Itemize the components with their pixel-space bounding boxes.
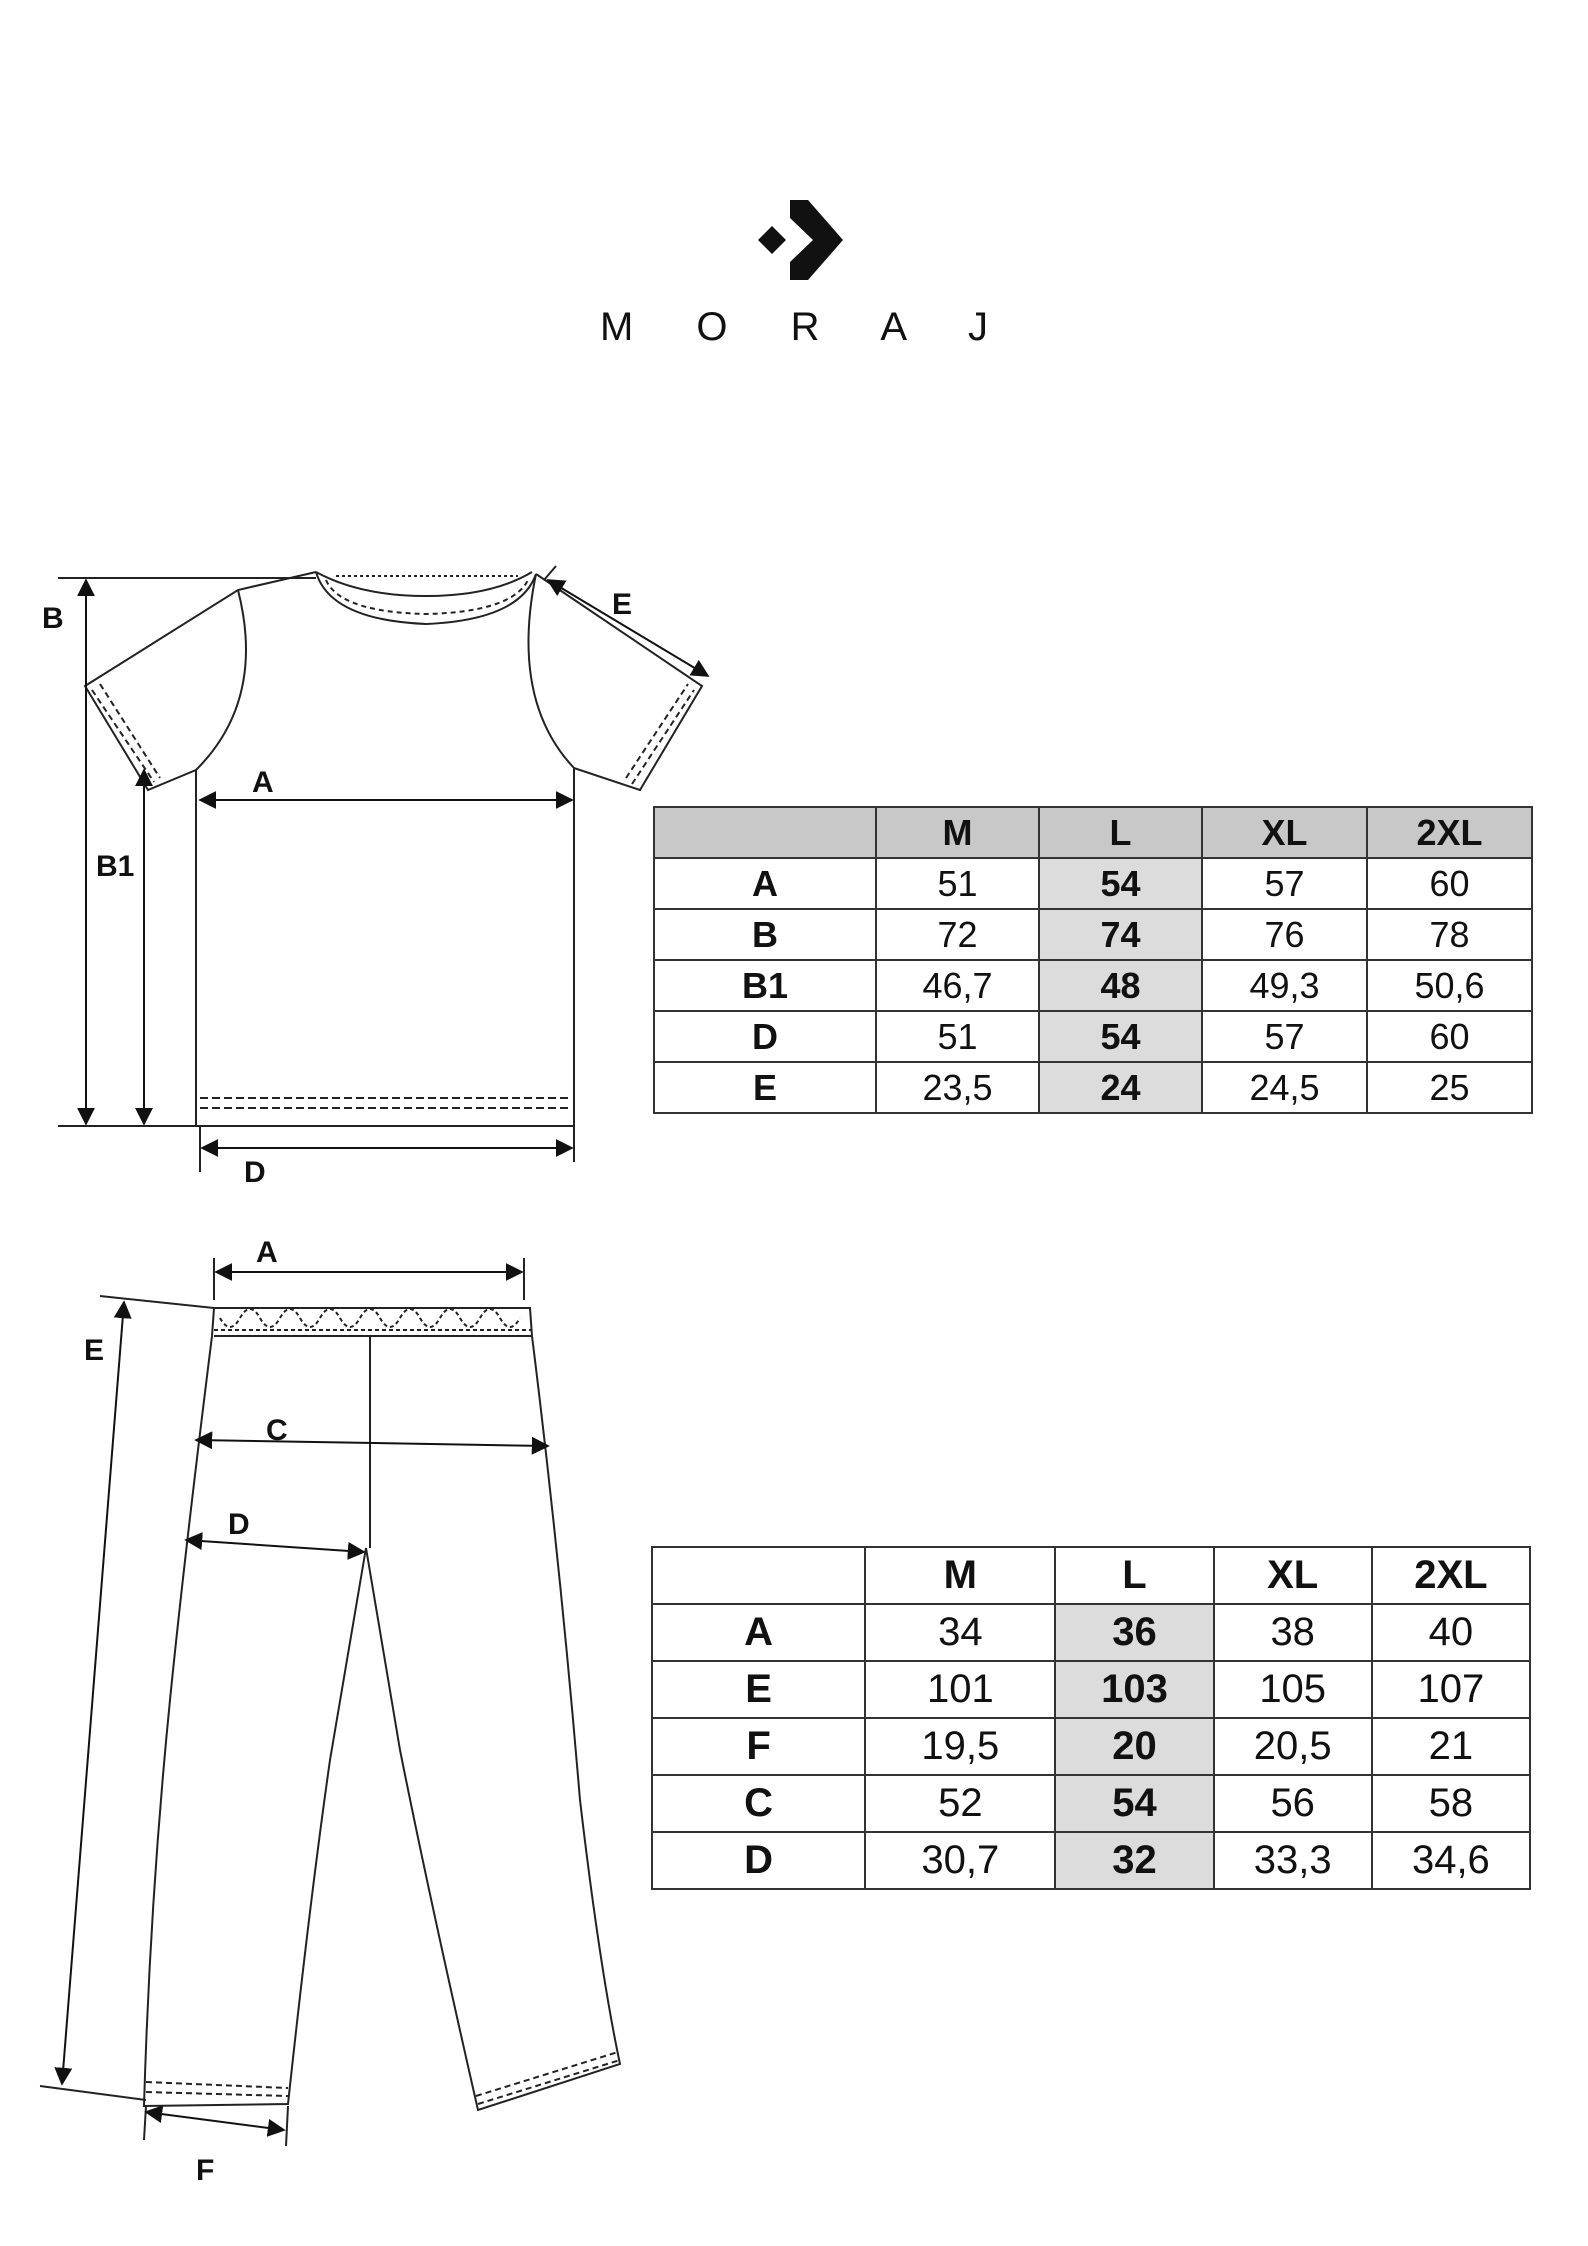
table-cell: 34,6 <box>1372 1832 1530 1889</box>
table-cell: 76 <box>1202 909 1367 960</box>
table-row <box>654 858 1532 909</box>
table-cell: 51 <box>876 1011 1039 1062</box>
table-cell: 21 <box>1372 1718 1530 1775</box>
table-row <box>652 1661 1530 1718</box>
table-cell-highlight: 20 <box>1055 1718 1213 1775</box>
table-cell: 19,5 <box>865 1718 1055 1775</box>
table-cell: 105 <box>1214 1661 1372 1718</box>
table-cell: 20,5 <box>1214 1718 1372 1775</box>
table-cell: 72 <box>876 909 1039 960</box>
brand-name: M O R A J <box>599 305 1015 349</box>
pants-dim-C-line <box>196 1440 548 1446</box>
table-cell-highlight: 32 <box>1055 1832 1213 1889</box>
table-header-row <box>652 1547 1530 1604</box>
table-cell-highlight: 24 <box>1039 1062 1202 1113</box>
row-label: E <box>652 1661 865 1718</box>
size-header: M <box>876 807 1039 858</box>
size-header: L <box>1055 1547 1213 1604</box>
row-label: D <box>652 1832 865 1889</box>
table-cell: 30,7 <box>865 1832 1055 1889</box>
label-B1: B1 <box>96 850 135 883</box>
table-cell: 38 <box>1214 1604 1372 1661</box>
table-cell: 107 <box>1372 1661 1530 1718</box>
size-header: 2XL <box>1367 807 1532 858</box>
size-header: M <box>865 1547 1055 1604</box>
table-cell: 60 <box>1367 1011 1532 1062</box>
table-cell: 57 <box>1202 858 1367 909</box>
table-cell: 46,7 <box>876 960 1039 1011</box>
pants-dim-D-line <box>186 1540 364 1552</box>
row-label: C <box>652 1775 865 1832</box>
pants-dim-E-line <box>62 1302 124 2084</box>
pants-dim-F-line <box>146 2112 284 2130</box>
row-label: B1 <box>654 960 876 1011</box>
pants-label-A: A <box>256 1236 278 1269</box>
table-cell: 52 <box>865 1775 1055 1832</box>
size-header: XL <box>1214 1547 1372 1604</box>
table-cell: 50,6 <box>1367 960 1532 1011</box>
table-cell-highlight: 54 <box>1039 858 1202 909</box>
table-row <box>652 1604 1530 1661</box>
table-cell: 33,3 <box>1214 1832 1372 1889</box>
table-cell-highlight: 103 <box>1055 1661 1213 1718</box>
pants-diagram <box>40 1258 620 2146</box>
table-row <box>652 1832 1530 1889</box>
table-row <box>654 1011 1532 1062</box>
table-cell: 78 <box>1367 909 1532 960</box>
table-cell-highlight: 54 <box>1039 1011 1202 1062</box>
table-corner <box>652 1547 865 1604</box>
table-cell: 101 <box>865 1661 1055 1718</box>
table-cell: 40 <box>1372 1604 1530 1661</box>
row-label: A <box>654 858 876 909</box>
table-header-row <box>654 807 1532 858</box>
table-cell: 24,5 <box>1202 1062 1367 1113</box>
row-label: E <box>654 1062 876 1113</box>
label-A: A <box>252 766 274 799</box>
pants-label-C: C <box>266 1414 288 1447</box>
table-cell-highlight: 48 <box>1039 960 1202 1011</box>
table-cell: 56 <box>1214 1775 1372 1832</box>
label-B: B <box>42 602 64 635</box>
row-label: B <box>654 909 876 960</box>
table-row <box>654 909 1532 960</box>
shirt-size-table <box>653 806 1533 1114</box>
table-cell: 25 <box>1367 1062 1532 1113</box>
pants-size-table <box>651 1546 1531 1890</box>
table-row <box>652 1718 1530 1775</box>
table-corner <box>654 807 876 858</box>
row-label: D <box>654 1011 876 1062</box>
table-row <box>652 1775 1530 1832</box>
table-cell: 23,5 <box>876 1062 1039 1113</box>
pants-label-E: E <box>84 1334 105 1367</box>
table-cell: 34 <box>865 1604 1055 1661</box>
table-cell: 51 <box>876 858 1039 909</box>
table-cell-highlight: 74 <box>1039 909 1202 960</box>
table-cell: 58 <box>1372 1775 1530 1832</box>
pants-label-F: F <box>196 2154 215 2187</box>
size-header: 2XL <box>1372 1547 1530 1604</box>
pants-label-D: D <box>228 1508 250 1541</box>
table-cell: 49,3 <box>1202 960 1367 1011</box>
row-label: A <box>652 1604 865 1661</box>
label-D: D <box>244 1156 266 1189</box>
row-label: F <box>652 1718 865 1775</box>
label-E: E <box>612 588 633 621</box>
table-row <box>654 1062 1532 1113</box>
table-cell: 57 <box>1202 1011 1367 1062</box>
table-cell: 60 <box>1367 858 1532 909</box>
table-row <box>654 960 1532 1011</box>
table-cell-highlight: 36 <box>1055 1604 1213 1661</box>
size-header: L <box>1039 807 1202 858</box>
size-header: XL <box>1202 807 1367 858</box>
table-cell-highlight: 54 <box>1055 1775 1213 1832</box>
